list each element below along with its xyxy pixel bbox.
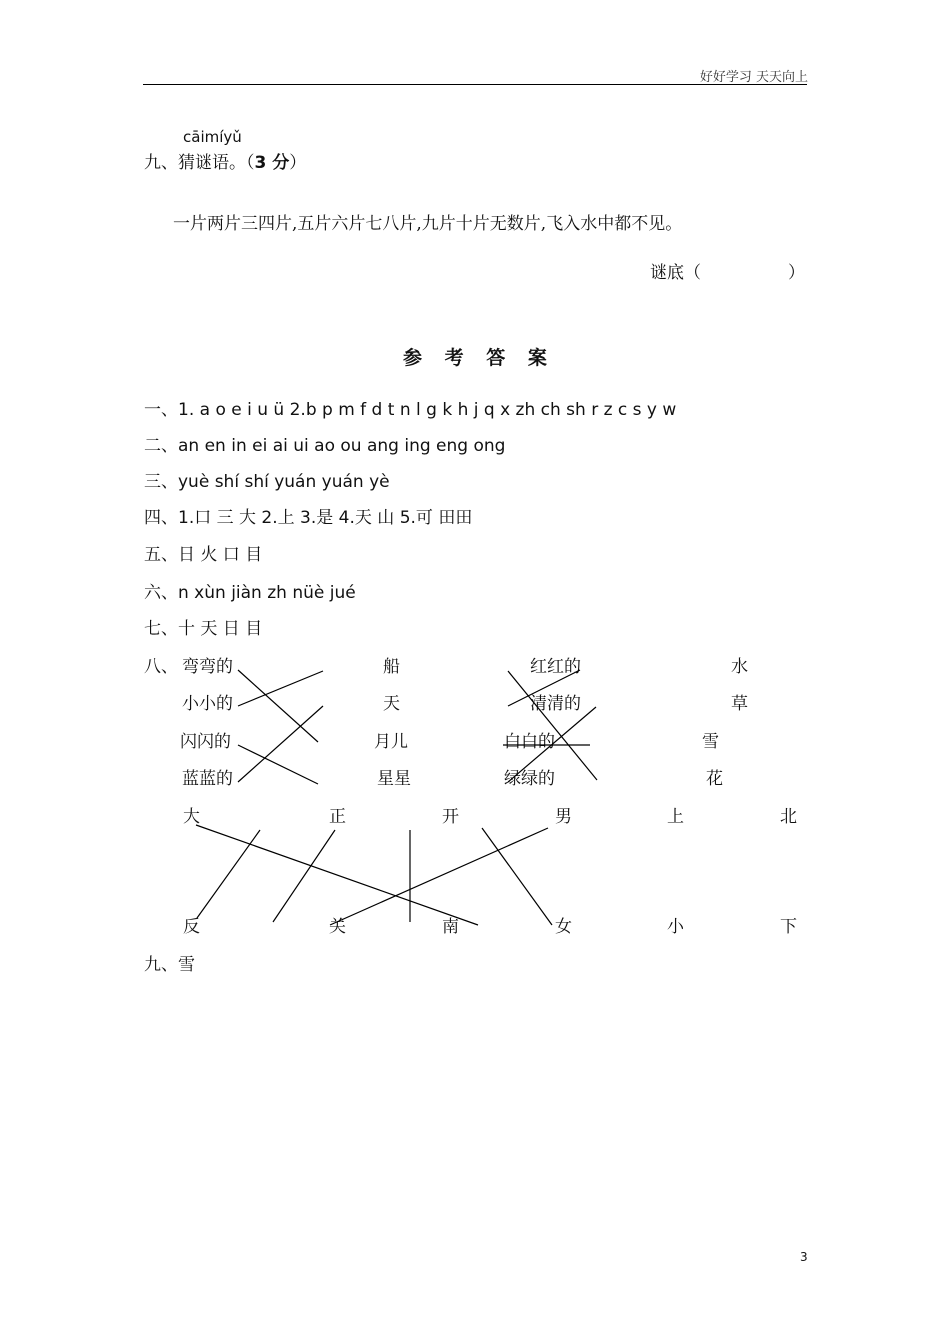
match-left-a-item: 闪闪的 bbox=[180, 732, 231, 752]
match-left-a-item: 小小的 bbox=[182, 694, 233, 714]
match-left-b-item: 白白的 bbox=[504, 732, 555, 752]
q9-close: ） bbox=[289, 153, 307, 173]
answer-7: 七、十 天 日 目 bbox=[144, 619, 263, 639]
match-line bbox=[238, 706, 323, 782]
match-right-b-item: 草 bbox=[731, 694, 748, 714]
match-right-a-item: 星星 bbox=[377, 769, 411, 789]
answer-4: 四、1.口 三 大 2.上 3.是 4.天 山 5.可 田田 bbox=[144, 508, 473, 528]
match-right-a-item: 天 bbox=[383, 694, 400, 714]
match-right-b-item: 雪 bbox=[702, 732, 719, 752]
match-left-b-item: 红红的 bbox=[530, 657, 581, 677]
match-line bbox=[238, 745, 318, 784]
page-header: 好好学习 天天向上 bbox=[699, 70, 808, 85]
q9-answer-close: ） bbox=[788, 263, 805, 283]
answer-3: 三、yuè shí shí yuán yuán yè bbox=[144, 472, 390, 492]
answer-9: 九、雪 bbox=[144, 955, 195, 975]
page-number: 3 bbox=[800, 1250, 808, 1264]
match-line bbox=[238, 670, 318, 742]
q9-pinyin: cāimíyǔ bbox=[183, 128, 242, 146]
match-line bbox=[508, 671, 597, 780]
answer-2: 二、an en in ei ai ui ao ou ang ing eng ong bbox=[144, 436, 506, 456]
opposite-top-item: 北 bbox=[780, 807, 797, 827]
match-left-a-item: 弯弯的 bbox=[182, 657, 233, 677]
match-line bbox=[238, 671, 323, 706]
opposite-bottom-item: 反 bbox=[183, 917, 200, 937]
opposite-top-item: 开 bbox=[442, 807, 459, 827]
opposite-line bbox=[196, 825, 478, 925]
opposite-bottom-item: 南 bbox=[442, 917, 459, 937]
answer-8-label: 八、 bbox=[144, 657, 178, 677]
opposite-bottom-item: 关 bbox=[329, 917, 346, 937]
opposite-bottom-item: 小 bbox=[667, 917, 684, 937]
opposite-line bbox=[273, 830, 335, 922]
opposite-top-item: 男 bbox=[555, 807, 572, 827]
opposite-line bbox=[482, 828, 552, 925]
opposite-top-item: 上 bbox=[667, 807, 684, 827]
answer-1: 一、1. a o e i u ü 2.b p m f d t n l g k h j q x zh ch sh r z c s y w bbox=[144, 400, 677, 420]
answer-6: 六、n xùn jiàn zh nüè jué bbox=[144, 583, 356, 603]
opposite-bottom-item: 下 bbox=[780, 917, 797, 937]
match-right-b-item: 水 bbox=[731, 657, 748, 677]
q9-label: 九、猜谜语。（ bbox=[144, 153, 255, 173]
match-line bbox=[508, 670, 580, 706]
match-left-a-item: 蓝蓝的 bbox=[182, 769, 233, 789]
q9-score: 3 分 bbox=[254, 153, 290, 173]
match-right-b-item: 花 bbox=[706, 769, 723, 789]
answer-key-title: 参 考 答 案 bbox=[403, 347, 555, 369]
match-left-b-item: 绿绿的 bbox=[504, 769, 555, 789]
opposite-bottom-item: 女 bbox=[555, 917, 572, 937]
opposite-line bbox=[197, 830, 260, 918]
q9-answer-label: 谜底（ bbox=[650, 263, 701, 283]
match-right-a-item: 船 bbox=[383, 657, 400, 677]
opposite-line bbox=[330, 828, 548, 925]
answer-5: 五、日 火 口 目 bbox=[144, 545, 263, 565]
opposite-top-item: 大 bbox=[183, 807, 200, 827]
match-left-b-item: 清清的 bbox=[530, 694, 581, 714]
q9-riddle: 一片两片三四片,五片六片七八片,九片十片无数片,飞入水中都不见。 bbox=[173, 214, 683, 234]
opposite-top-item: 正 bbox=[329, 807, 346, 827]
match-right-a-item: 月儿 bbox=[374, 732, 408, 752]
